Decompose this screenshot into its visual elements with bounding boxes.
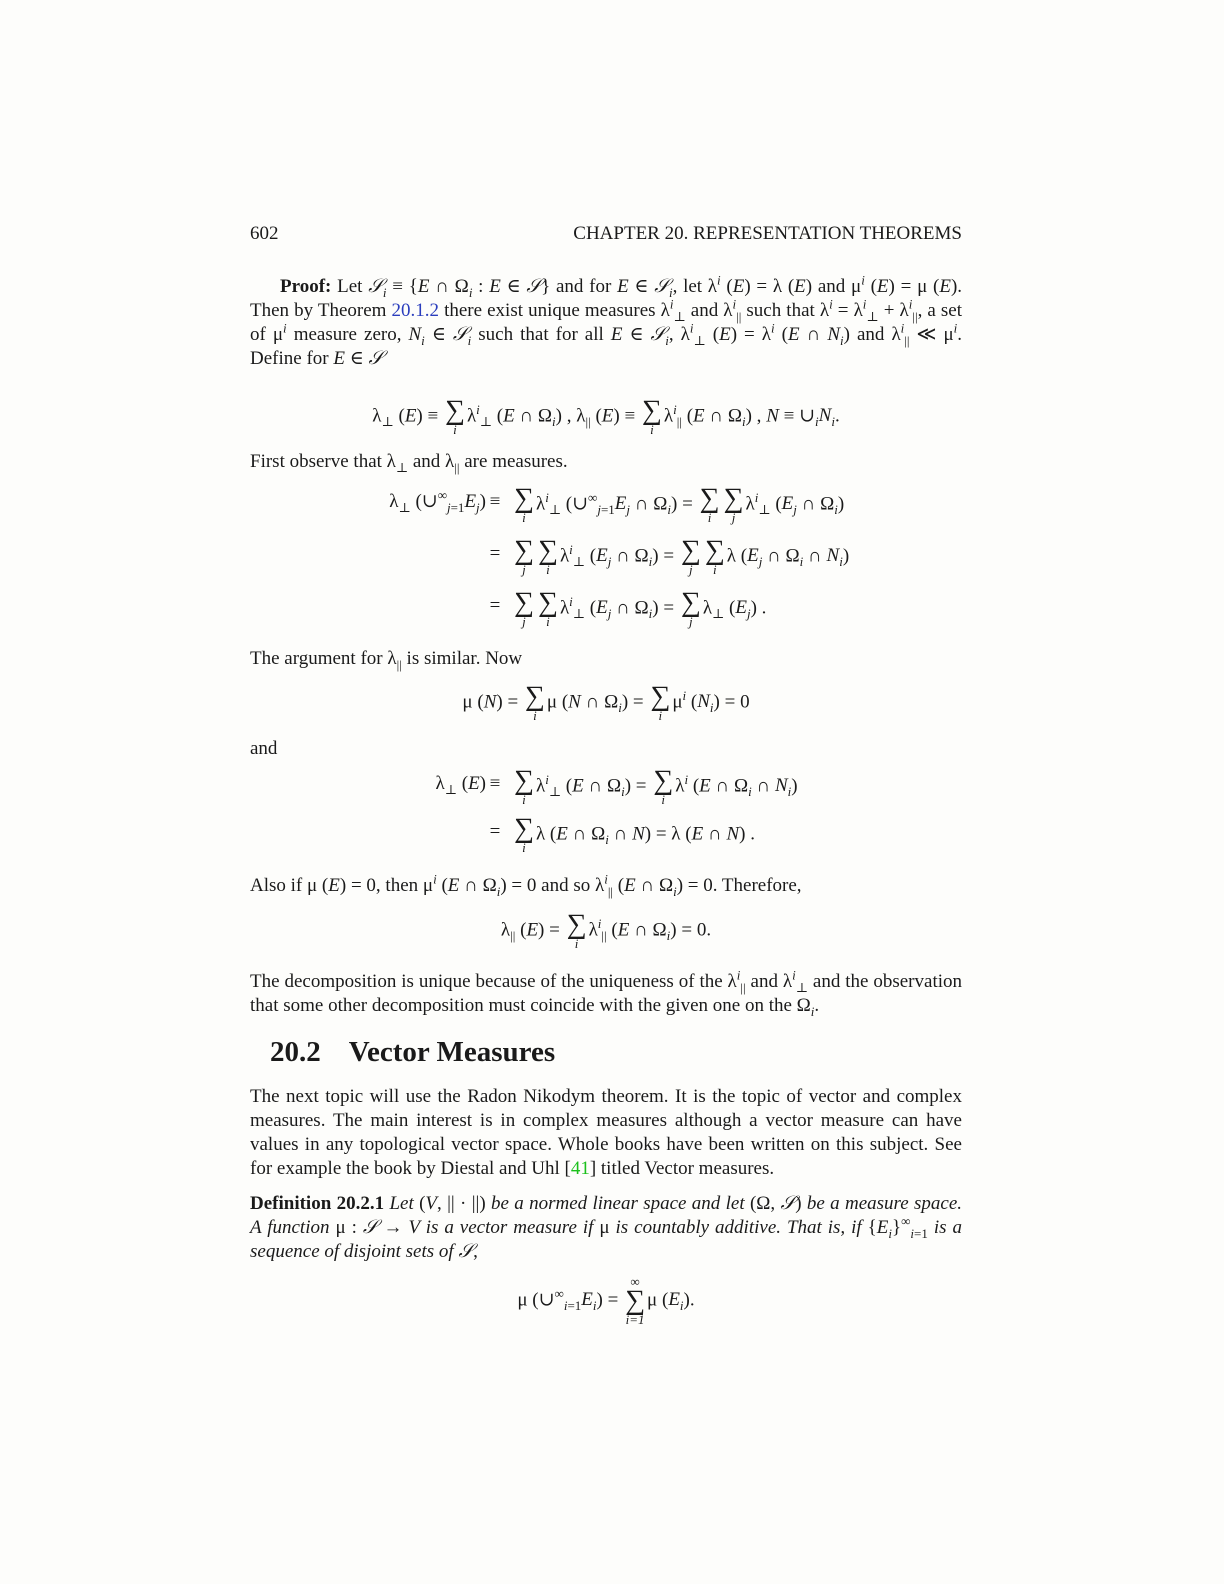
- citation-link[interactable]: 41: [570, 1158, 590, 1179]
- aligned-row-4: $\lambda_\perp$ (E) ≡ ∑ i $\lambda^i_\perp$ (E ∩ $\Omega_i$) = ∑ i $\lambda^i$ (E ∩ $\Omega_i$ ∩ $N_i$): [435, 765, 798, 807]
- page-number: 602: [250, 223, 279, 244]
- aligned-row-2: = ∑ j ∑ i $\lambda^i_\perp$ ($E_j$ ∩ $\Omega_i$) = ∑ j ∑ i λ ($E_j$ ∩ $\Omega_i$ ∩ $N_i$): [489, 535, 850, 577]
- proof-label: Proof:: [280, 276, 332, 297]
- and-text: and: [250, 738, 278, 759]
- aligned-row-5: = ∑ i λ (E ∩ $\Omega_i$ ∩ N) = λ (E ∩ N) .: [489, 813, 755, 855]
- equation-mu-N: μ (N) = ∑ i μ (N ∩ $\Omega_i$) = ∑ i $\mu^i$ $(N_i) = 0$: [462, 681, 750, 723]
- aligned-row-1: $\lambda_\perp$ $(\cup^\infty_{j=1}E_j)$ ≡ ∑ i $\lambda^i_\perp$ ($\cup^\infty_{j=1}E_j$ ∩ $\Omega_i$) = ∑ i ∑ j $\lambda^i_\perp$ ($E_j$ ∩ $\Omega_i$): [389, 483, 845, 525]
- observe-text: First observe that $\lambda_\perp$ and $\lambda_{||}$ are measures.: [250, 451, 568, 475]
- equation-countable-additivity: μ $(\cup^\infty_{i=1}E_i)$ = ∞ ∑ i=1 μ $(E_i)$.: [517, 1274, 695, 1327]
- section-number: 20.2: [270, 1036, 321, 1068]
- equation-definitions: $\lambda_\perp$ (E) ≡ ∑ i $\lambda^i_\perp$ (E ∩ $\Omega_i$) , $\lambda_{||}$ (E) ≡ ∑ i $\lambda^i_{||}$ (E ∩ $\Omega_i$) , $N \equiv \cup_iN_i$.: [372, 395, 840, 437]
- section-title: Vector Measures: [348, 1036, 556, 1068]
- argument-text: The argument for $\lambda_{||}$ is similar. Now: [250, 648, 523, 672]
- equation-lambda-par: $\lambda_{||}$ (E) = ∑ i $\lambda^i_{||}$ (E ∩ $\Omega_i) = 0$.: [500, 909, 712, 951]
- definition-block: Definition 20.2.1 Let (V, || · ||) be a normed linear space and let (Ω, 𝒮) be a measure space. A function μ : 𝒮 → V is a vector measure if μ is countably additive. That is, if $\{E_i\}^\infty_{i=1}$ is a sequence of disjoint sets of 𝒮,: [250, 1193, 963, 1262]
- theorem-link[interactable]: 20.1.2: [391, 300, 439, 321]
- proof-line-1: Let 𝒮$_i$ ≡ {E ∩ $\Omega_i$ : E ∈ 𝒮} and for E ∈ 𝒮$_i$, let $\lambda^i$ (E) = λ (E) and $\mu^i$ (E) =: [337, 272, 912, 300]
- section-paragraph: The next topic will use the Radon Nikodym theorem. It is the topic of vector and complex measures. The main interest is in complex measures although a vector measure can have values in any topological vector space. Whole books have been written on this subject. See for example the book by Diestal and Uhl [41] titled Vector measures.: [250, 1086, 962, 1179]
- proof-paragraph: Proof: Let 𝒮$_i$ ≡ {E ∩ $\Omega_i$ : E ∈ 𝒮} and for E ∈ 𝒮$_i$, let $\lambda^i$ (E) = λ (E) and $\mu^i$ (E) = μ (E). Then by Theorem 20.1.2 there exist unique measures $\lambda^i_\perp$ and $\lambda^i_{||}$ such that $\lambda^i = \lambda^i_\perp + \lambda^i_{||}$, a set of $\mu^i$ measure zero, $N_i$ ∈ 𝒮$_i$ such that for all E ∈ 𝒮$_i$, $\lambda^i_\perp$ $(E) = \lambda^i$ (E ∩ $N_i$) and $\lambda^i_{||}$ ≪ $\mu^i$. Define for E ∈ 𝒮: [250, 272, 963, 369]
- section-heading: [270, 1036, 556, 1068]
- definition-label: Definition 20.2.1: [250, 1193, 385, 1214]
- aligned-row-3: = ∑ j ∑ i $\lambda^i_\perp$ ($E_j$ ∩ $\Omega_i$) = ∑ j $\lambda_\perp$ $(E_j)$ .: [489, 587, 767, 629]
- decomposition-text: The decomposition is unique because of the uniqueness of the $\lambda^i_{||}$ and $\lambda^i_\perp$ and the observation that some other decomposition must coincide with the given one on the $\Omega_i$.: [250, 967, 962, 1019]
- also-text: Also if μ (E) = 0, then $\mu^i$ (E ∩ $\Omega_i) = 0$ and so $\lambda^i_{||}$ (E ∩ $\Omega_i) = 0$. Therefore,: [250, 871, 802, 899]
- chapter-title: CHAPTER 20. REPRESENTATION THEOREMS: [573, 223, 962, 244]
